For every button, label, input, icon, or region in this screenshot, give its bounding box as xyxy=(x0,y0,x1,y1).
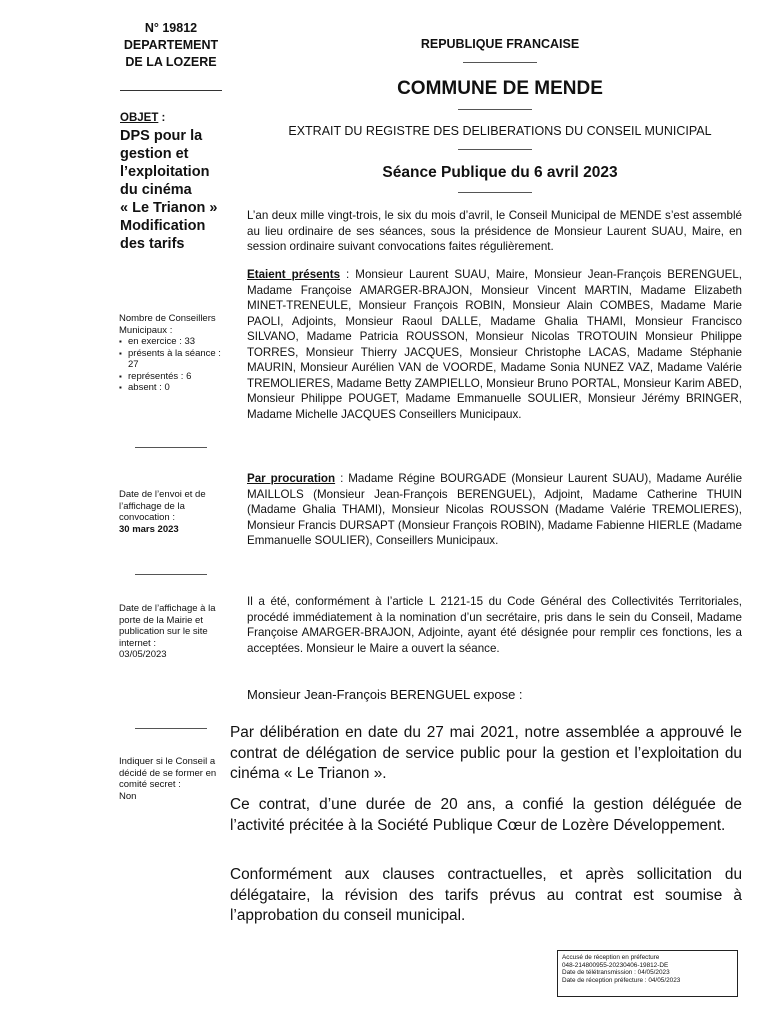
sidebar-divider xyxy=(120,90,222,91)
objet-line: du cinéma xyxy=(120,182,192,198)
present-label: Etaient présents xyxy=(247,268,341,281)
councillors-list xyxy=(119,336,223,394)
stamp-line: 048-214800955-20230406-19812-DE xyxy=(562,961,669,969)
header-rule xyxy=(458,149,532,150)
proxy-list: : Madame Régine BOURGADE (Monsieur Laurent SUAU), Madame Aurélie MAILLOLS (Monsieur Jean-François BERENGUEL), Adjoint, Madame Catherine THUIN (Madame Ghalia THAMI), Monsieur Nicolas ROUSSON (Madame Valérie TREMOLIERES), Monsieur Francis DURSAPT (Monsieur François ROBIN), Madame Fabienne HIERLE (Madame Emmanuelle SOULIER), Conseillers Municipaux. xyxy=(247,472,743,547)
secret-value: Non xyxy=(119,790,137,802)
publication-block xyxy=(119,603,223,661)
paragraph-3: Conformément aux clauses contractuelles, et après sollicitation du délégataire, la révision des tarifs prévus au contrat est soumise à l’approbation du conseil municipal. xyxy=(230,866,742,924)
present-list: : Monsieur Laurent SUAU, Maire, Monsieur Jean-François BERENGUEL, Madame Françoise AMARGER-BRAJON, Monsieur Vincent MARTIN, Madame Elizabeth MINET-TRENEULE, Monsieur François ROBIN, Monsieur Alain COMBES, Madame Marie PAOLI, Adjoints, Monsieur Raoul DALLE, Madame Ghalia THAMI, Monsieur Francisco SILVANO, Madame Patricia ROUSSON, Monsieur Nicolas TROTOUIN Monsieur Philippe TORRES, Monsieur Thierry JACQUES, Monsieur Christophe LACAS, Madame Stéphanie MAURIN, Monsieur Aurélien VAN de VOORDE, Madame Sonia NUNEZ VAZ, Madame Valérie TREMOLIERES, Madame Betty ZAMPIELLO, Monsieur Bruno PORTAL, Monsieur Karim ABED, Monsieur Philippe POUGET, Madame Emmanuelle SOULIER, Monsieur Jérémy BRINGER, Madame Michelle JACQUES Conseillers Municipaux. xyxy=(247,268,743,421)
department-line-1: DEPARTEMENT xyxy=(123,38,219,52)
header-rule xyxy=(463,62,537,63)
councillors-item: ▪ présents à la séance : 27 xyxy=(128,348,223,371)
councillors-item: ▪ en exercice : 33 xyxy=(128,336,223,348)
stamp-line: Date de réception préfecture : 04/05/2023 xyxy=(562,976,681,984)
convocation-label: Date de l’envoi et de l’affichage de la convocation : xyxy=(119,489,206,523)
sidebar-separator xyxy=(135,728,207,729)
objet-label: OBJET xyxy=(120,112,159,124)
header-rule xyxy=(458,109,532,110)
objet-block xyxy=(120,108,230,253)
proxy-paragraph xyxy=(247,471,742,549)
header-rule xyxy=(458,192,532,193)
councillors-count-block xyxy=(119,313,223,394)
expose-line: Monsieur Jean-François BERENGUEL expose : xyxy=(247,687,523,702)
objet-line: gestion et xyxy=(120,146,189,162)
councillors-item: ▪ représentés : 6 xyxy=(128,371,223,383)
objet-colon: : xyxy=(158,112,166,124)
publication-label: Date de l’affichage à la porte de la Mairie et publication sur le site internet : xyxy=(119,603,216,649)
objet-line: DPS pour la xyxy=(120,128,203,144)
objet-line: « Le Trianon » xyxy=(120,200,218,216)
publication-date: 03/05/2023 xyxy=(119,649,167,660)
sidebar-separator xyxy=(135,447,207,448)
register-extract-heading: EXTRAIT DU REGISTRE DES DELIBERATIONS DU CONSEIL MUNICIPAL xyxy=(288,124,712,138)
intro-paragraph: L’an deux mille vingt-trois, le six du mois d’avril, le Conseil Municipal de MENDE s’est assemblé au lieu ordinaire de ses séances, sous la présidence de Monsieur Laurent SUAU, Maire, en session ordinaire suivant convocations faites régulièrement. xyxy=(247,209,742,253)
councillors-item: ▪ absent : 0 xyxy=(128,382,223,394)
convocation-date: 30 mars 2023 xyxy=(119,523,179,535)
commune-heading: COMMUNE DE MENDE xyxy=(397,78,603,99)
paragraph-1: Par délibération en date du 27 mai 2021, notre assemblée a approuvé le contrat de délégation de service public pour la gestion et l’exploitation du cinéma « Le Trianon ». xyxy=(230,724,742,782)
stamp-line: Date de télétransmission : 04/05/2023 xyxy=(562,969,670,977)
secret-committee-block xyxy=(119,756,223,802)
stamp-line: Accusé de réception en préfecture xyxy=(562,954,660,961)
department-line-2: DE LA LOZERE xyxy=(125,55,217,69)
secretary-paragraph: Il a été, conformément à l’article L 2121-15 du Code Général des Collectivités Territoriales, procédé immédiatement à la nomination d’un secrétaire, pris dans le sein du Conseil, Madame Françoise AMARGER-BRAJON, Adjointe, ayant été désignée pour remplir ces fonctions, les a acceptées. Monsieur le Maire a ouvert la séance. xyxy=(247,595,742,655)
present-paragraph xyxy=(247,267,742,422)
proxy-label: Par procuration xyxy=(247,472,336,485)
objet-line: des tarifs xyxy=(120,236,185,252)
paragraph-2: Ce contrat, d’une durée de 20 ans, a confié la gestion déléguée de l’activité précitée à la Société Publique Cœur de Lozère Développement. xyxy=(230,796,742,834)
republic-heading: REPUBLIQUE FRANCAISE xyxy=(420,37,580,51)
convocation-block xyxy=(119,489,223,535)
objet-line: Modification xyxy=(120,218,206,234)
secret-label: Indiquer si le Conseil a décidé de se former en comité secret : xyxy=(119,756,217,790)
sidebar-separator xyxy=(135,574,207,575)
document-header-left xyxy=(112,20,230,71)
councillors-title: Nombre de Conseillers Municipaux : xyxy=(119,313,216,336)
objet-line: l’exploitation xyxy=(120,164,210,180)
deliberation-number: N° 19812 xyxy=(144,21,198,35)
session-heading: Séance Publique du 6 avril 2023 xyxy=(382,164,618,181)
prefecture-receipt-stamp xyxy=(557,950,738,997)
